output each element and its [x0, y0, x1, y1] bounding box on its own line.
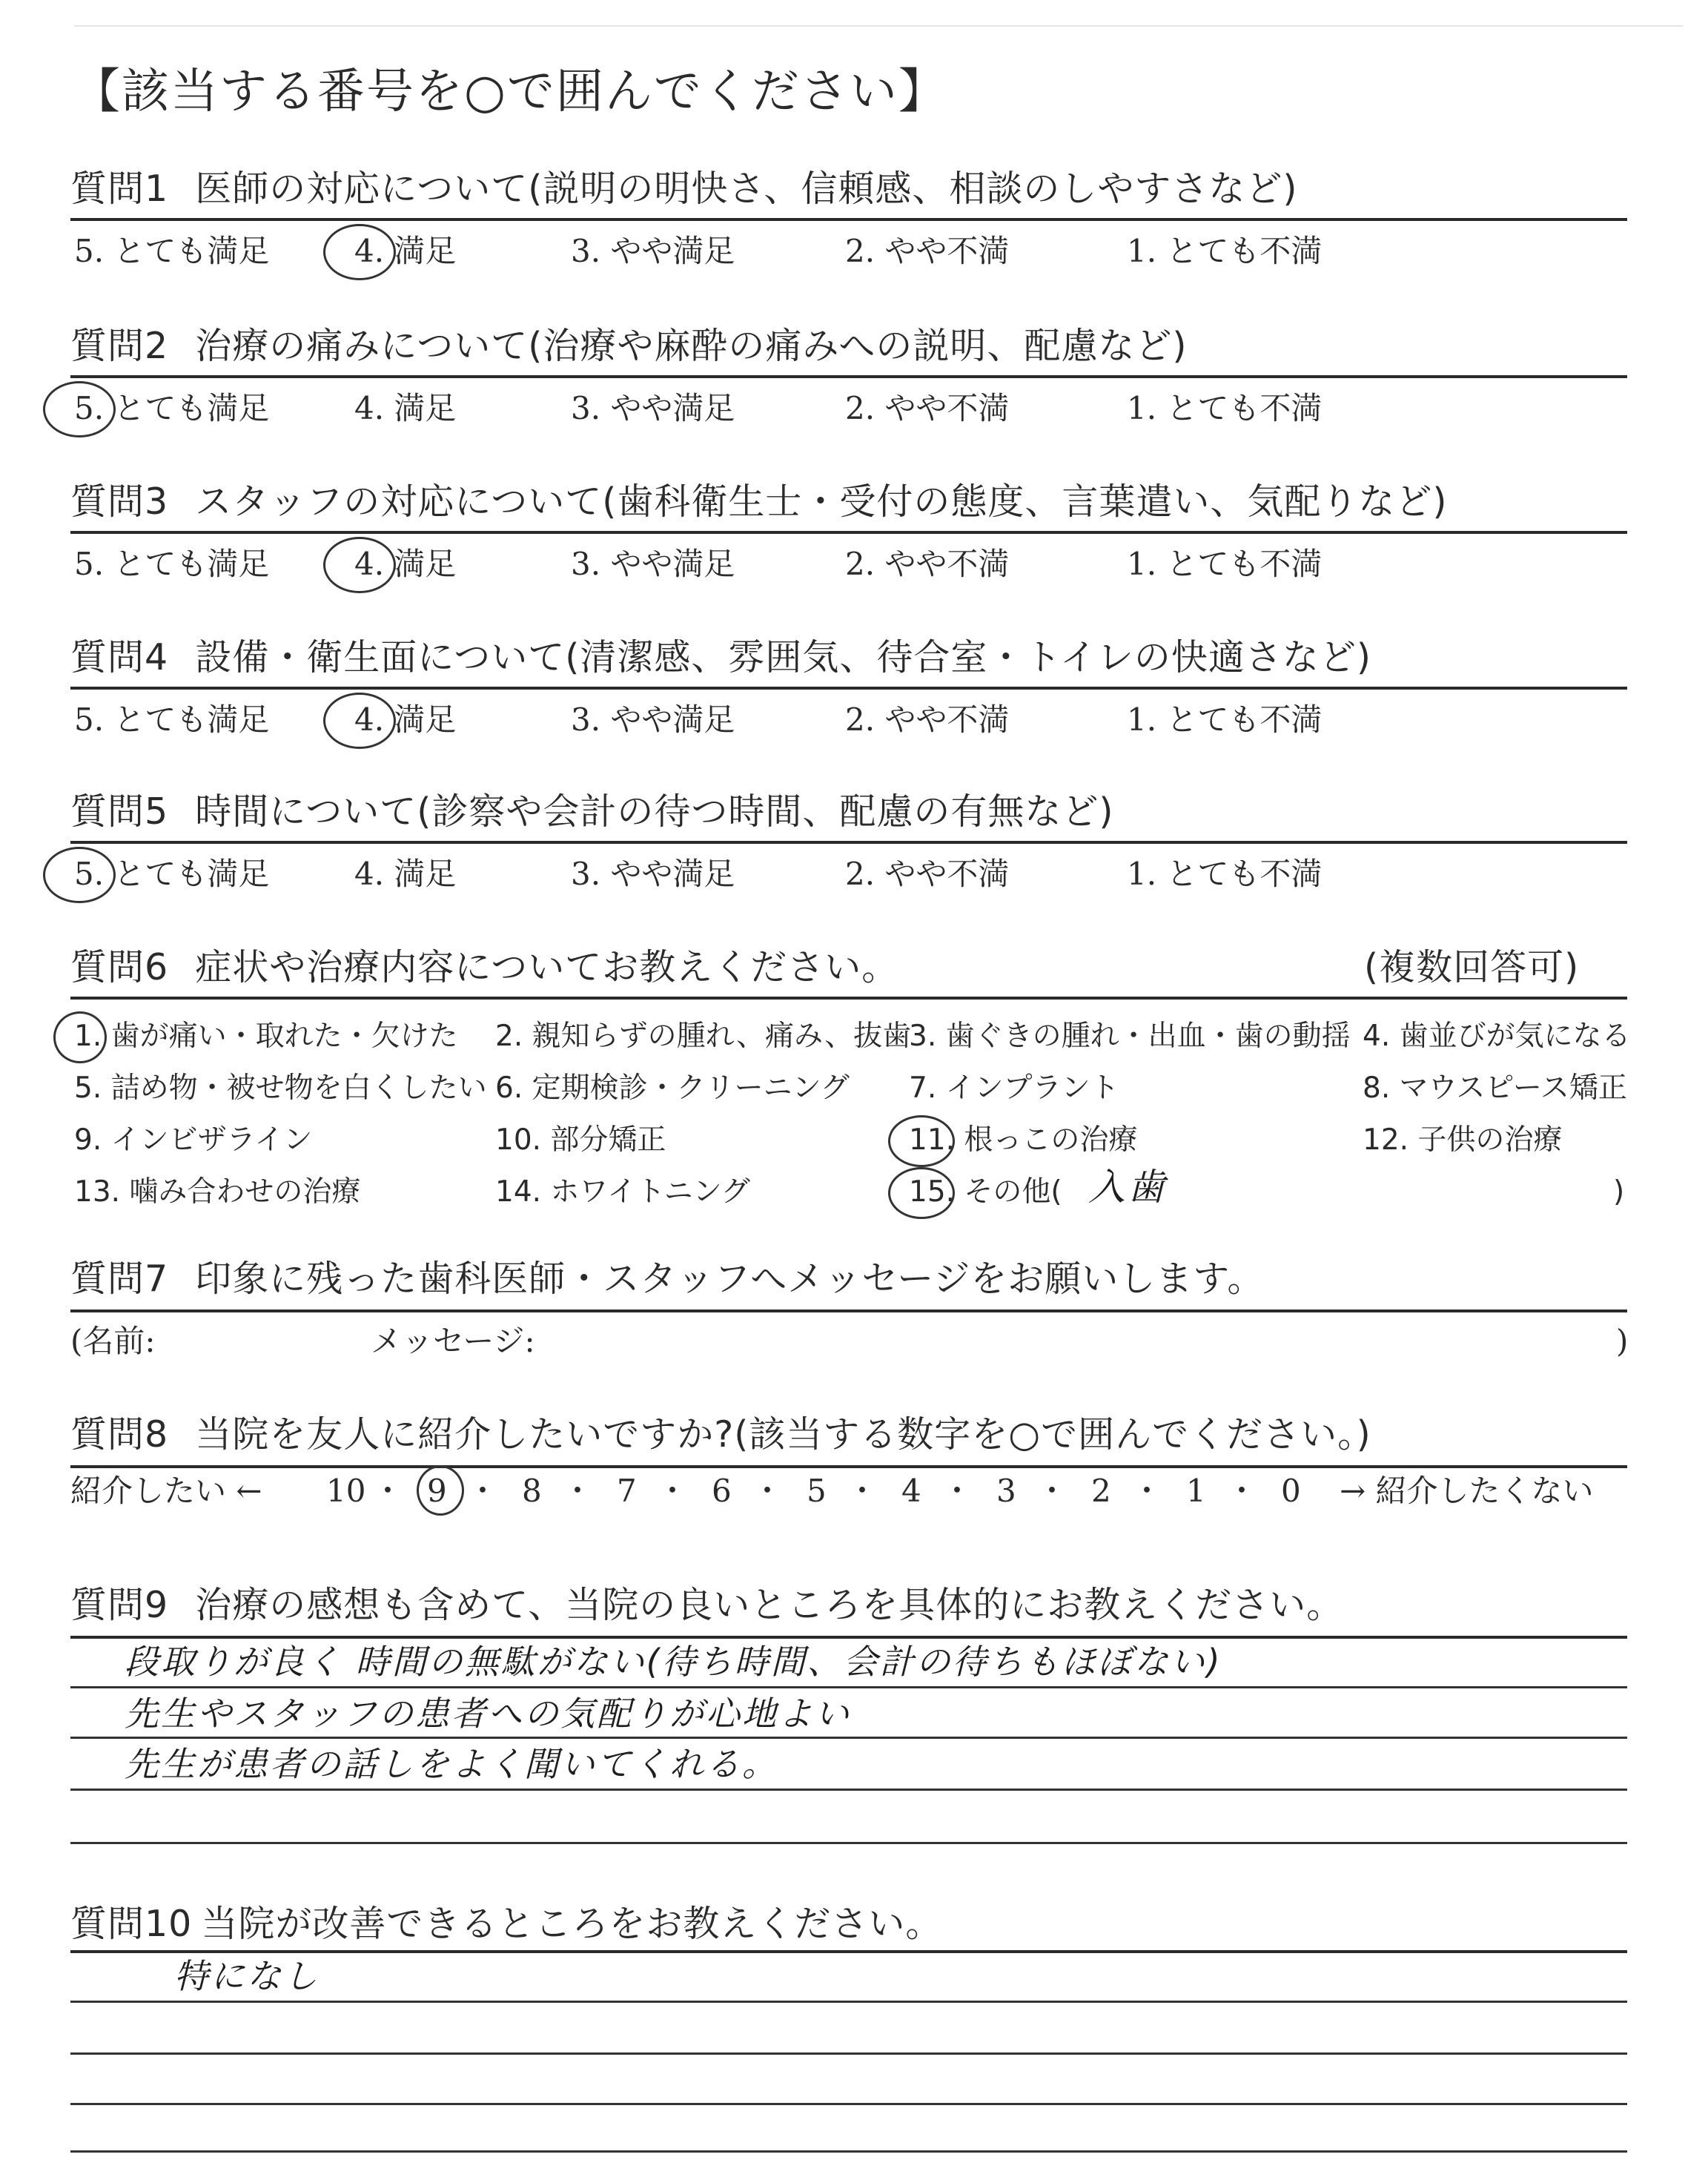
- q4-option-5[interactable]: 1. とても不満: [1127, 701, 1323, 738]
- q8-separator: ・: [562, 1473, 594, 1509]
- q9-line-3: [70, 1789, 1627, 1791]
- q1-option-3[interactable]: 3. やや満足: [571, 233, 735, 269]
- q-label: 質問3: [70, 480, 169, 523]
- q8-label: 質問8: [70, 1413, 169, 1456]
- q10-label: 質問10: [70, 1903, 193, 1945]
- q8-scale-2[interactable]: 2: [1091, 1473, 1111, 1509]
- q3-title: [70, 480, 1448, 523]
- q-text: 設備・衛生面について(清潔感、雰囲気、待合室・トイレの快適さなど): [195, 636, 1371, 678]
- q10-line-2: [70, 2052, 1627, 2055]
- q5-option-1[interactable]: 5. とても満足: [74, 856, 270, 892]
- q9-line-1: [70, 1686, 1627, 1688]
- q6-note: (複数回答可): [1364, 946, 1580, 988]
- q3-option-5[interactable]: 1. とても不満: [1127, 546, 1323, 582]
- q6-item-3[interactable]: 3. 歯ぐきの腫れ・出血・歯の動揺: [909, 1020, 1351, 1053]
- q8-scale-3[interactable]: 3: [996, 1473, 1016, 1509]
- q8-separator: ・: [847, 1473, 878, 1509]
- q9-line-2: [70, 1737, 1627, 1739]
- q-text: 時間について(診察や会計の待つ時間、配慮の有無など): [195, 790, 1114, 833]
- q6-text: 症状や治療内容についてお教えください。: [195, 946, 899, 988]
- q1-answer-circle: [323, 224, 396, 280]
- q8-scale-1[interactable]: 1: [1186, 1473, 1206, 1509]
- q3-option-4[interactable]: 2. やや不満: [845, 546, 1010, 582]
- q5-option-3[interactable]: 3. やや満足: [571, 856, 735, 892]
- q6-item-15[interactable]: 15. その他(: [909, 1175, 1062, 1209]
- q6-label: 質問6: [70, 946, 169, 988]
- q9-rule: [70, 1636, 1627, 1639]
- q6-item-7[interactable]: 7. インプラント: [909, 1071, 1119, 1105]
- q4-option-3[interactable]: 3. やや満足: [571, 701, 735, 738]
- q6-answer-circle: [888, 1115, 955, 1167]
- q8-answer-circle: [417, 1465, 464, 1516]
- q4-option-2[interactable]: 4. 満足: [354, 701, 457, 738]
- q5-title: [70, 790, 1114, 833]
- q8-scale-5[interactable]: 5: [807, 1473, 827, 1509]
- q2-option-4[interactable]: 2. やや不満: [845, 390, 1010, 426]
- q2-title: [70, 325, 1188, 367]
- q9-answer-1: 段取りが良く 時間の無駄がない(待ち時間、会計の待ちもほぼない): [125, 1642, 1222, 1682]
- q5-rule: [70, 841, 1627, 844]
- q8-separator: ・: [752, 1473, 784, 1509]
- q6-item-14[interactable]: 14. ホワイトニング: [495, 1175, 750, 1209]
- top-border: [74, 25, 1683, 27]
- q8-separator: ・: [467, 1473, 499, 1509]
- q6-item-6[interactable]: 6. 定期検診・クリーニング: [495, 1071, 850, 1105]
- q8-right-label: → 紹介したくない: [1340, 1473, 1594, 1509]
- q6-item-9[interactable]: 9. インビザライン: [74, 1123, 313, 1157]
- q6-title: [70, 946, 899, 988]
- q1-option-1[interactable]: 5. とても満足: [74, 233, 270, 269]
- q4-option-4[interactable]: 2. やや不満: [845, 701, 1010, 738]
- q9-answer-2: 先生やスタッフの患者への気配りが心地よい: [125, 1694, 851, 1734]
- q1-option-4[interactable]: 2. やや不満: [845, 233, 1010, 269]
- q2-option-2[interactable]: 4. 満足: [354, 390, 457, 426]
- q1-rule: [70, 218, 1627, 221]
- q8-rule: [70, 1465, 1627, 1468]
- q8-scale-0[interactable]: 0: [1281, 1473, 1301, 1509]
- q8-left-label: 紹介したい ←: [70, 1473, 262, 1509]
- q6-other-answer: 入歯: [1088, 1166, 1167, 1209]
- q3-rule: [70, 531, 1627, 534]
- q4-answer-circle: [323, 693, 396, 749]
- q10-line-4: [70, 2150, 1627, 2153]
- q7-rule: [70, 1309, 1627, 1312]
- q9-answer-3: 先生が患者の話しをよく聞いてくれる。: [125, 1744, 778, 1784]
- q5-option-5[interactable]: 1. とても不満: [1127, 856, 1323, 892]
- q6-item-16: ): [1613, 1175, 1625, 1209]
- q8-separator: ・: [372, 1473, 404, 1509]
- q8-text: 当院を友人に紹介したいですか?(該当する数字を○で囲んでください。): [195, 1413, 1371, 1456]
- q6-item-8[interactable]: 8. マウスピース矯正: [1363, 1071, 1627, 1105]
- q8-scale-8[interactable]: 8: [522, 1473, 542, 1509]
- q8-separator: ・: [1226, 1473, 1258, 1509]
- q6-rule: [70, 997, 1627, 1000]
- q-label: 質問1: [70, 168, 169, 210]
- q6-answer-circle: [53, 1011, 107, 1063]
- q2-option-5[interactable]: 1. とても不満: [1127, 390, 1323, 426]
- q8-scale-7[interactable]: 7: [617, 1473, 637, 1509]
- q10-line-1: [70, 2001, 1627, 2003]
- q8-scale-10[interactable]: 10: [326, 1473, 366, 1509]
- q3-option-2[interactable]: 4. 満足: [354, 546, 457, 582]
- q7-message-label: メッセージ:: [371, 1323, 535, 1359]
- q-text: 医師の対応について(説明の明快さ、信頼感、相談のしやすさなど): [195, 168, 1298, 210]
- q8-separator: ・: [657, 1473, 689, 1509]
- q7-close-paren: ): [1616, 1323, 1629, 1359]
- q4-title: [70, 636, 1371, 678]
- q10-answer: 特になし: [174, 1956, 320, 1996]
- q4-rule: [70, 687, 1627, 690]
- q6-item-13[interactable]: 13. 噛み合わせの治療: [74, 1175, 361, 1209]
- q6-item-5[interactable]: 5. 詰め物・被せ物を白くしたい: [74, 1071, 487, 1105]
- q1-title: [70, 168, 1298, 210]
- q8-separator: ・: [1131, 1473, 1163, 1509]
- q6-item-1[interactable]: 1. 歯が痛い・取れた・欠けた: [74, 1020, 458, 1053]
- q1-option-5[interactable]: 1. とても不満: [1127, 233, 1323, 269]
- q6-item-2[interactable]: 2. 親知らずの腫れ、痛み、抜歯: [495, 1020, 912, 1053]
- q8-scale-6[interactable]: 6: [712, 1473, 732, 1509]
- q7-name-label: (名前:: [70, 1323, 156, 1359]
- q5-option-2[interactable]: 4. 満足: [354, 856, 457, 892]
- q6-item-10[interactable]: 10. 部分矯正: [495, 1123, 666, 1157]
- q2-answer-circle: [43, 381, 116, 437]
- q8-separator: ・: [941, 1473, 973, 1509]
- q6-item-4[interactable]: 4. 歯並びが気になる: [1363, 1020, 1631, 1053]
- q3-option-3[interactable]: 3. やや満足: [571, 546, 735, 582]
- q2-option-1[interactable]: 5. とても満足: [74, 390, 270, 426]
- q9-title: [70, 1584, 1344, 1626]
- q10-text: 当院が改善できるところをお教えください。: [201, 1903, 943, 1945]
- q4-option-1[interactable]: 5. とても満足: [74, 701, 270, 738]
- q9-label: 質問9: [70, 1584, 169, 1626]
- q2-option-3[interactable]: 3. やや満足: [571, 390, 735, 426]
- q7-label: 質問7: [70, 1258, 169, 1300]
- q5-option-4[interactable]: 2. やや不満: [845, 856, 1010, 892]
- q3-answer-circle: [323, 537, 396, 593]
- q9-line-4: [70, 1842, 1627, 1844]
- q10-title: [70, 1903, 943, 1945]
- q2-rule: [70, 375, 1627, 378]
- q7-text: 印象に残った歯科医師・スタッフへメッセージをお願いします。: [195, 1258, 1265, 1300]
- q6-item-12[interactable]: 12. 子供の治療: [1363, 1123, 1563, 1157]
- q-label: 質問2: [70, 325, 169, 367]
- q-label: 質問5: [70, 790, 169, 833]
- q6-item-11[interactable]: 11. 根っこの治療: [909, 1123, 1138, 1157]
- q8-scale-4[interactable]: 4: [901, 1473, 921, 1509]
- q-text: 治療の痛みについて(治療や麻酔の痛みへの説明、配慮など): [195, 325, 1188, 367]
- q-label: 質問4: [70, 636, 169, 678]
- q1-option-2[interactable]: 4. 満足: [354, 233, 457, 269]
- q8-separator: ・: [1036, 1473, 1068, 1509]
- q3-option-1[interactable]: 5. とても満足: [74, 546, 270, 582]
- q10-rule: [70, 1950, 1627, 1953]
- q7-title: [70, 1258, 1265, 1300]
- q10-line-3: [70, 2103, 1627, 2105]
- q-text: スタッフの対応について(歯科衛生士・受付の態度、言葉遣い、気配りなど): [195, 480, 1448, 523]
- page-title: 【該当する番号を○で囲んでください】: [73, 65, 947, 119]
- q8-scale-9[interactable]: 9: [427, 1473, 447, 1509]
- q8-title: [70, 1413, 1371, 1456]
- q5-answer-circle: [43, 847, 116, 903]
- q6-answer-circle: [888, 1167, 955, 1219]
- q9-text: 治療の感想も含めて、当院の良いところを具体的にお教えください。: [195, 1584, 1344, 1626]
